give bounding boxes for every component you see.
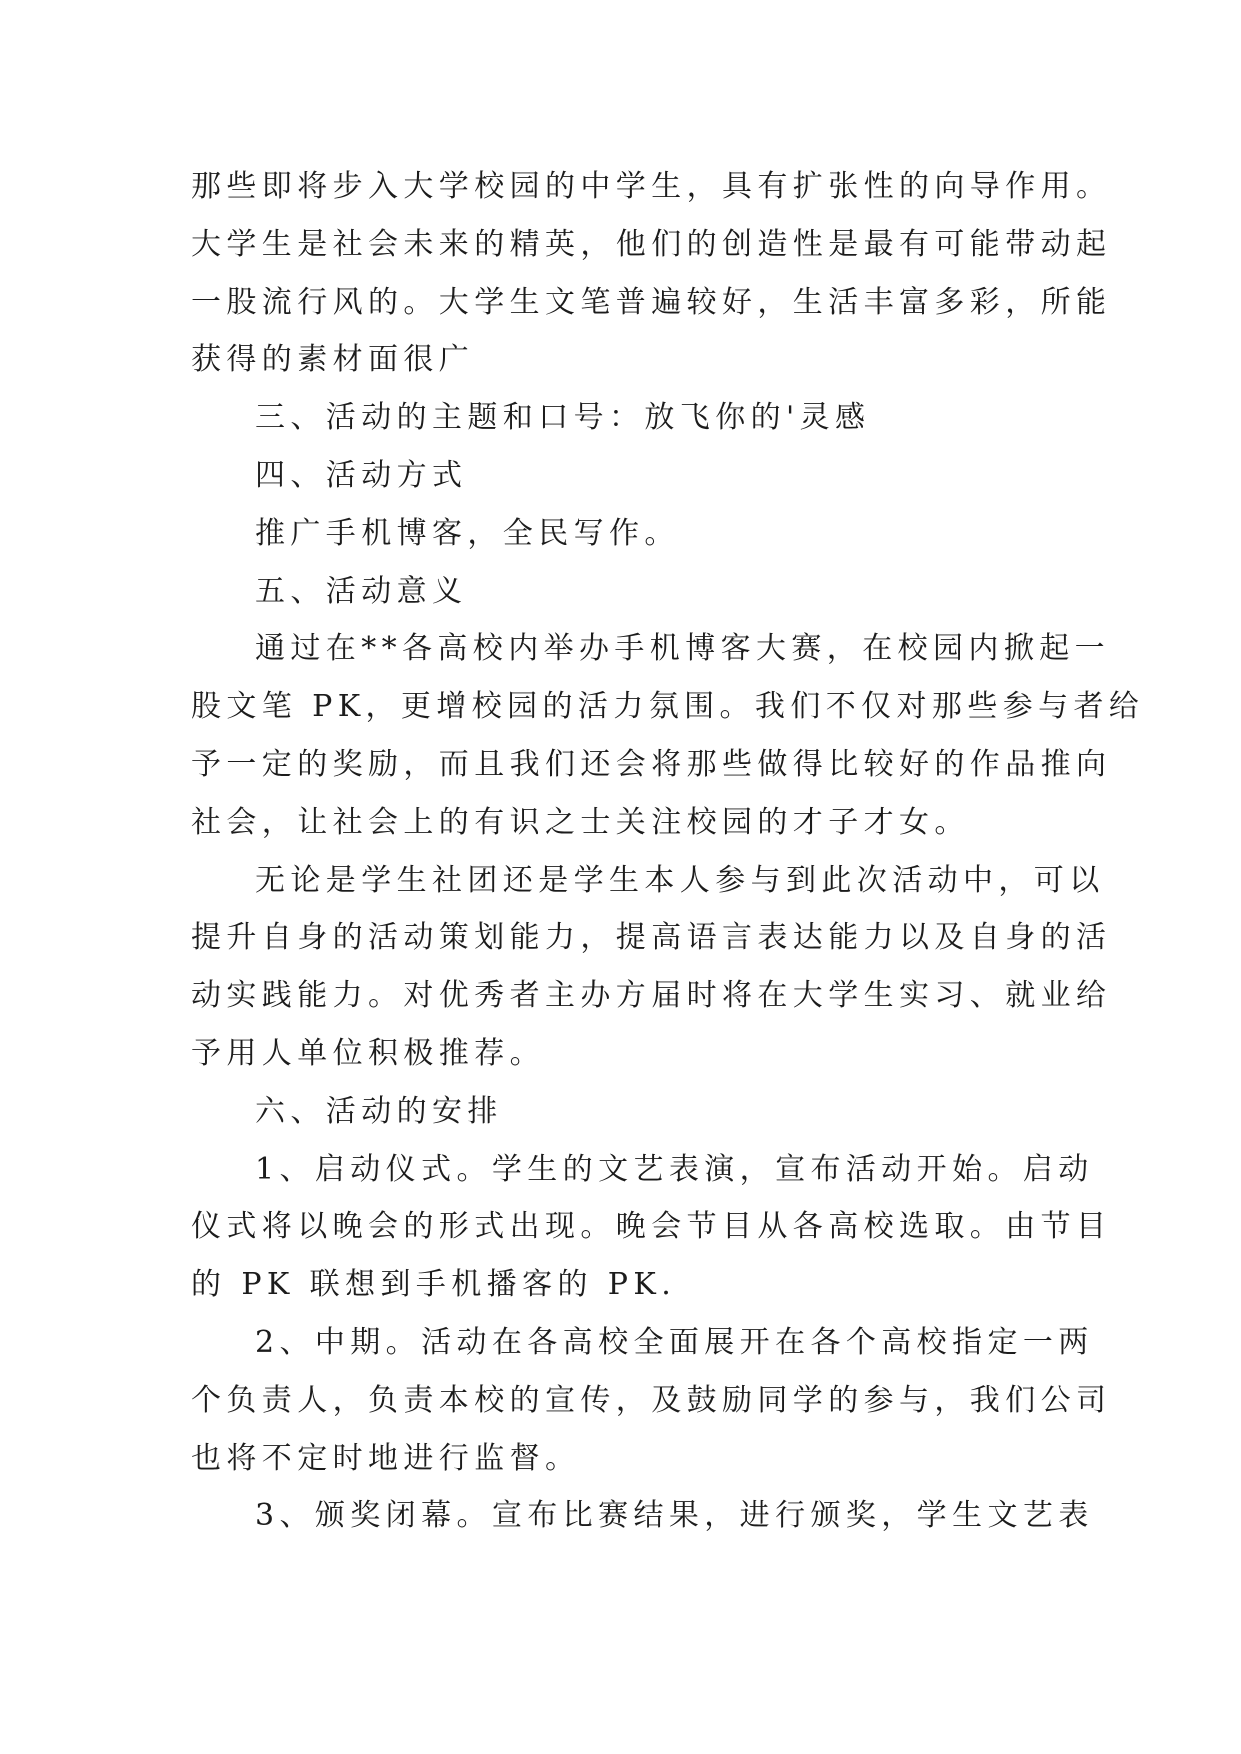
- text-line: 无论是学生社团还是学生本人参与到此次活动中，可以: [255, 862, 1105, 898]
- text-line: 的 PK 联想到手机播客的 PK.: [191, 1267, 677, 1303]
- text-line: 社会，让社会上的有识之士关注校园的才子才女。: [191, 804, 970, 840]
- section-heading-arrangement: [191, 1083, 1051, 1141]
- section-heading-method: [191, 447, 1051, 505]
- section-heading-theme: [191, 389, 1051, 447]
- section-heading-significance: [191, 563, 1051, 621]
- text-line: 动实践能力。对优秀者主办方届时将在大学生实习、就业给: [191, 978, 1112, 1014]
- text-line: 那些即将步入大学校园的中学生，具有扩张性的向导作用。: [191, 169, 1112, 204]
- text-line: 予用人单位积极推荐。: [191, 1035, 545, 1071]
- text-line: 股文笔 PK，更增校园的活力氛围。我们不仅对那些参与者给: [191, 689, 1145, 725]
- text-line: 也将不定时地进行监督。: [191, 1440, 581, 1476]
- text-line: 获得的素材面很广: [191, 342, 475, 378]
- paragraph-target-audience: [191, 158, 1112, 389]
- heading-text: 六、活动的安排: [255, 1093, 503, 1129]
- text-line: 个负责人，负责本校的宣传，及鼓励同学的参与，我们公司: [191, 1382, 1112, 1418]
- paragraph-significance-2: [191, 852, 1112, 1083]
- heading-text: 五、活动意义: [255, 573, 468, 609]
- text-line: 仪式将以晚会的形式出现。晚会节目从各高校选取。由节目: [191, 1209, 1112, 1245]
- text-line: 提升自身的活动策划能力，提高语言表达能力以及自身的活: [191, 920, 1112, 956]
- heading-text: 三、活动的主题和口号：放飞你的'灵感: [255, 400, 871, 436]
- text-line: 通过在**各高校内举办手机博客大赛，在校园内掀起一: [255, 631, 1110, 667]
- paragraph-method: [191, 505, 1051, 563]
- document-body: [191, 158, 1145, 1545]
- paragraph-significance-1: [191, 620, 1145, 851]
- text-line: 一股流行风的。大学生文笔普遍较好，生活丰富多彩，所能: [191, 284, 1112, 320]
- text-line: 予一定的奖励，而且我们还会将那些做得比较好的作品推向: [191, 746, 1112, 782]
- text-line: 2、中期。活动在各高校全面展开在各个高校指定一两: [255, 1324, 1094, 1360]
- text-line: 大学生是社会未来的精英，他们的创造性是最有可能带动起: [191, 226, 1112, 262]
- paragraph-arrangement-closing: [191, 1487, 1094, 1545]
- text-line: 推广手机博客，全民写作。: [255, 515, 680, 551]
- paragraph-arrangement-launch: [191, 1141, 1112, 1314]
- text-line: 3、颁奖闭幕。宣布比赛结果，进行颁奖，学生文艺表: [255, 1498, 1094, 1534]
- text-line: 1、启动仪式。学生的文艺表演，宣布活动开始。启动: [255, 1151, 1094, 1187]
- paragraph-arrangement-midterm: [191, 1314, 1112, 1487]
- heading-text: 四、活动方式: [255, 457, 468, 493]
